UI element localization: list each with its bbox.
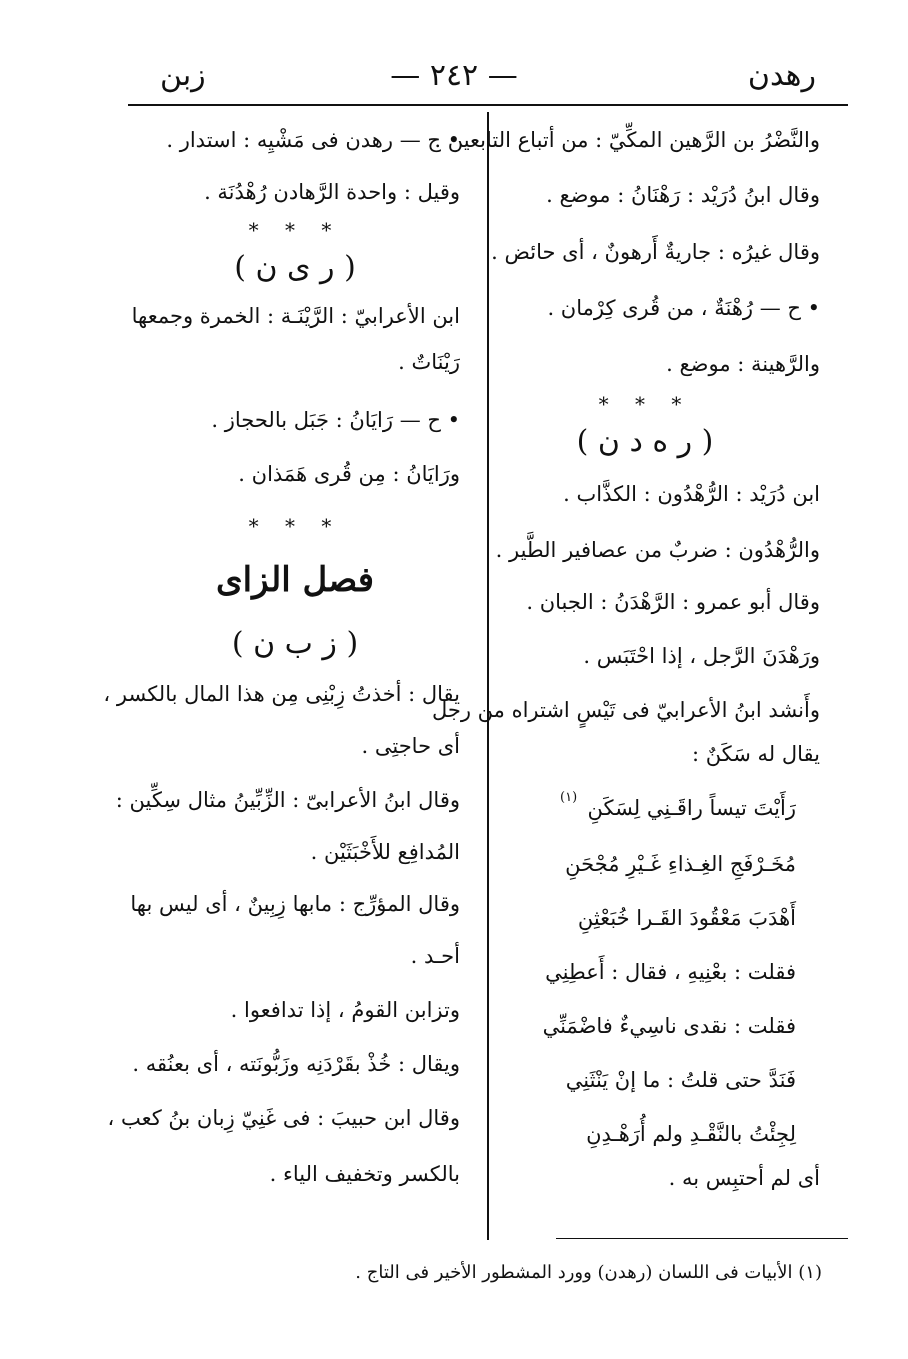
text-line: أى لم أحتبِس به . [668,1166,820,1190]
running-header-left: زبن [160,58,206,93]
verse-line: لِجِئْتُ بالنَّقْـدِ ولم أُرَهْـدِنِ [586,1122,796,1146]
verse-line: فقلت : نقدى ناسِيءٌ فاضْمَنِّي [542,1014,796,1038]
verse-line: مُخَـرْفَجِ الغِـذاءِ غَـيْرِ مُجْحَنِ [565,852,796,876]
verse-line: أَهْدَبَ مَعْقُودَ القَـرا خُبَعْثِنِ [577,906,796,930]
section-heading: فصل الزاى [216,560,374,600]
text-line: ورَايَانُ : مِن قُرى هَمَذان . [238,462,460,486]
header-rule [128,104,848,106]
text-line: أحـد . [410,944,460,968]
page-number: — ٢٤٢ — [390,58,518,93]
entry-root-heading: ( ر ه د ن ) [576,424,714,459]
text-line: المُدافِع للأَخْبَثَيْن . [310,840,460,864]
text-line: وقال أبو عمرو : الرَّهْدَنُ : الجبان . [526,590,820,614]
text-line: وقال غيرُه : جاريةٌ أَرهونٌ ، أى حائض . [491,240,820,264]
text-line: والرَّهينة : موضع . [666,352,820,376]
text-line: ابن دُرَيْد : الرُّهْدُون : الكذَّاب . [563,482,820,506]
text-line: رَيْنَاتٌ . [398,350,460,374]
text-line: أى حاجتِى . [361,734,460,758]
verse-line: رَأَيْتَ تيساً راقَـنِي لِسَكَنِ [587,796,796,820]
text-line: • ح — رهدن فى مَشْيِه : استدار . [166,128,460,152]
text-line: وقال ابنُ الأعرابىّ : الزِّبِّينُ مثال سِكِّين : [115,788,460,812]
footnote-rule [556,1238,848,1239]
text-line: • ح — رُهْنَةٌ ، من قُرى كِرْمان . [547,296,820,320]
text-line: • ح — رَايَانُ : جَبَل بالحجاز . [211,408,460,432]
text-line: وتزابن القومُ ، إذا تدافعوا . [230,998,460,1022]
verse-line: فَنَدَّ حتى قلتُ : ما إنْ يَنْثَنِي [565,1068,796,1092]
text-line: يقال له سَكَنٌ : [691,742,820,766]
text-line: وقيل : واحدة الرَّهادن رُهْدُنَة . [204,180,460,204]
footnote-marker: (١) [560,790,578,805]
text-line: ورَهْدَنَ الرَّجل ، إذا احْتَبَس . [583,644,820,668]
text-line: والنَّضْرُ بن الرَّهين المكِّيّ : من أتباع التابعين . [434,128,820,152]
entry-root-heading: ( ر ى ن ) [234,250,356,285]
running-header-right: رهدن [747,58,816,93]
text-line: وقال المؤرِّج : مابها زِبِينٌ ، أى ليس بها [130,892,460,916]
text-line: والرُّهْدُون : ضربٌ من عصافير الطَّير . [495,538,820,562]
text-line: يقال : أخذتُ زِبْنِى مِن هذا المال بالكسر ، [103,682,460,706]
text-line: بالكسر وتخفيف الياء . [269,1162,460,1186]
text-line: وأَنشد ابنُ الأعرابيّ فى تَيْسٍ اشتراه من رجل [431,698,820,722]
text-line: وقال ابنُ دُرَيْد : رَهْنَانُ : موضع . [546,183,820,207]
text-line: وقال ابن حبيبَ : فى غَنِيّ زِبان بنُ كعب ، [107,1106,460,1130]
entry-root-heading: ( ز ب ن ) [231,626,359,661]
footnote: (١) الأبيات فى اللسان (رهدن) وورد المشطور الأخير فى التاج . [355,1262,822,1283]
verse-line: فقلت : بعْنِيهِ ، فقال : أَعطِنِي [545,960,796,984]
separator-stars: * * * [248,514,342,538]
separator-stars: * * * [248,218,342,242]
text-line: ابن الأعرابيّ : الرَّيْنَـة : الخمرة وجمعها [131,304,460,328]
text-line: ويقال : خُذْ بقَرْدَنِه وزَبُّونَته ، أى بعنُقه . [132,1052,460,1076]
separator-stars: * * * [598,392,692,416]
